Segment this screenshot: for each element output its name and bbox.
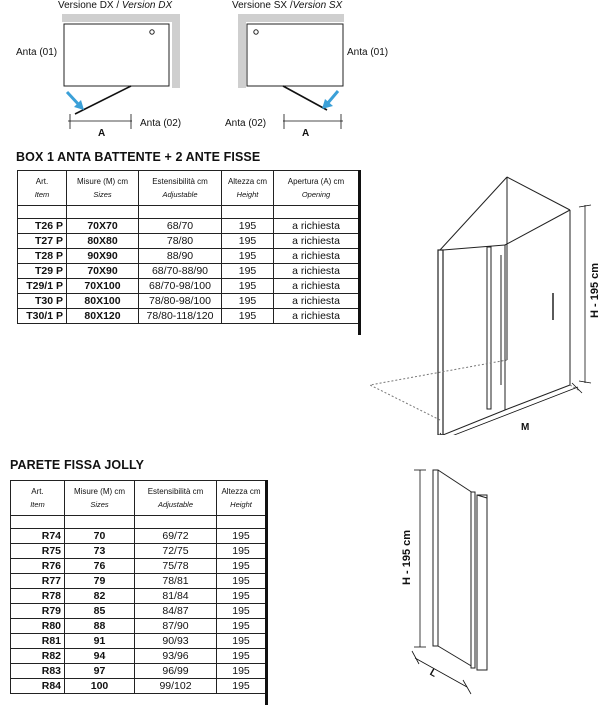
plan-dx-drawing xyxy=(62,14,180,129)
table-cell: 80X120 xyxy=(67,309,139,324)
table-cell: T30 P xyxy=(18,294,67,309)
table-cell: a richiesta xyxy=(274,249,359,264)
table-cell: 73 xyxy=(65,544,135,559)
t2-header-2: Estensibilità cm Adjustable xyxy=(135,481,217,516)
table-cell: 100 xyxy=(65,679,135,694)
table-cell: 75/78 xyxy=(135,559,217,574)
table-cell: R78 xyxy=(11,589,65,604)
t1-header-2: Estensibilità cm Adjustable xyxy=(139,171,222,206)
table-cell: 76 xyxy=(65,559,135,574)
table-cell: 78/80-118/120 xyxy=(139,309,222,324)
table-cell: 195 xyxy=(217,634,266,649)
box-drawing-width-label: M xyxy=(521,422,530,433)
table-cell: 91 xyxy=(65,634,135,649)
table-spacer-row xyxy=(18,206,359,219)
diagram-dx-title: Versione DX / Version DX xyxy=(58,0,173,11)
table-cell: 96/99 xyxy=(135,664,217,679)
t1-header-0: Art. Item xyxy=(18,171,67,206)
table-cell: 195 xyxy=(222,309,274,324)
t1-header-4: Apertura (A) cm Opening xyxy=(274,171,359,206)
table-cell: 195 xyxy=(222,279,274,294)
t1-header-1: Misure (M) cm Sizes xyxy=(67,171,139,206)
table-cell: 195 xyxy=(222,294,274,309)
table-cell: 195 xyxy=(217,664,266,679)
t2-header-0: Art. Item xyxy=(11,481,65,516)
table-cell: 195 xyxy=(217,589,266,604)
t1-header-3: Altezza cm Height xyxy=(222,171,274,206)
table-cell: a richiesta xyxy=(274,234,359,249)
table-cell: 195 xyxy=(222,234,274,249)
table-cell: R84 xyxy=(11,679,65,694)
table-cell: 70X100 xyxy=(67,279,139,294)
diagram-dx-anta02-label: Anta (02) xyxy=(140,118,182,129)
table-cell: 87/90 xyxy=(135,619,217,634)
table-cell: 195 xyxy=(217,679,266,694)
table-cell: 79 xyxy=(65,574,135,589)
table-cell: T29/1 P xyxy=(18,279,67,294)
table-cell: 84/87 xyxy=(135,604,217,619)
section2-table xyxy=(10,480,266,694)
table-cell: 70 xyxy=(65,529,135,544)
table-row xyxy=(18,264,359,279)
table-row xyxy=(11,559,266,574)
table-cell: 195 xyxy=(222,219,274,234)
table-cell: T29 P xyxy=(18,264,67,279)
table-row xyxy=(11,529,266,544)
section2-table-shadow xyxy=(265,480,268,705)
table-cell: 68/70-98/100 xyxy=(139,279,222,294)
section1-title: BOX 1 ANTA BATTENTE + 2 ANTE FISSE xyxy=(16,150,261,164)
diagram-sx-dim-label: A xyxy=(302,128,310,139)
box-drawing-height-label: H - 195 cm xyxy=(589,262,601,318)
table-row xyxy=(18,294,359,309)
diagram-sx-anta02-label: Anta (02) xyxy=(225,118,267,129)
table-cell: 195 xyxy=(217,529,266,544)
table-cell: R81 xyxy=(11,634,65,649)
diagram-dx-anta01-label: Anta (01) xyxy=(16,47,58,58)
table-cell: T30/1 P xyxy=(18,309,67,324)
table-row xyxy=(11,544,266,559)
section2-title: PARETE FISSA JOLLY xyxy=(10,458,145,472)
table-cell: 78/80-98/100 xyxy=(139,294,222,309)
table-cell: R82 xyxy=(11,649,65,664)
table-cell: T26 P xyxy=(18,219,67,234)
table-cell: a richiesta xyxy=(274,279,359,294)
table-row xyxy=(18,309,359,324)
wall-drawing-width-label: L xyxy=(427,667,439,680)
table-row xyxy=(18,234,359,249)
table-cell: 94 xyxy=(65,649,135,664)
table-cell: R74 xyxy=(11,529,65,544)
table-cell: 80X80 xyxy=(67,234,139,249)
table-cell: 72/75 xyxy=(135,544,217,559)
table-cell: 195 xyxy=(222,249,274,264)
table-cell: R76 xyxy=(11,559,65,574)
table-row xyxy=(11,634,266,649)
table-cell: 90/93 xyxy=(135,634,217,649)
wall-drawing-height-label: H - 195 cm xyxy=(401,529,413,585)
table-cell: a richiesta xyxy=(274,309,359,324)
plan-sx-drawing xyxy=(238,14,344,129)
table-row xyxy=(11,619,266,634)
table-cell: a richiesta xyxy=(274,294,359,309)
table-cell: R83 xyxy=(11,664,65,679)
table-cell: 99/102 xyxy=(135,679,217,694)
table-row xyxy=(18,279,359,294)
table-cell: 70X70 xyxy=(67,219,139,234)
section1-table xyxy=(17,170,359,324)
table-cell: 93/96 xyxy=(135,649,217,664)
table-row xyxy=(18,219,359,234)
table-cell: 70X90 xyxy=(67,264,139,279)
table-cell: 195 xyxy=(217,604,266,619)
table-row xyxy=(18,249,359,264)
t2-header-3: Altezza cm Height xyxy=(217,481,266,516)
table-cell: 88/90 xyxy=(139,249,222,264)
table-row xyxy=(11,649,266,664)
table-cell: T27 P xyxy=(18,234,67,249)
table-row xyxy=(11,679,266,694)
table-cell: R80 xyxy=(11,619,65,634)
table-cell: 195 xyxy=(217,559,266,574)
top-plan-diagrams xyxy=(0,0,613,150)
diagram-sx-anta01-label: Anta (01) xyxy=(347,47,389,58)
t2-header-1: Misure (M) cm Sizes xyxy=(65,481,135,516)
table-cell: 195 xyxy=(217,544,266,559)
table-cell: 195 xyxy=(217,619,266,634)
table-cell: 85 xyxy=(65,604,135,619)
diagram-dx-dim-label: A xyxy=(98,128,106,139)
table-cell: R75 xyxy=(11,544,65,559)
table-cell: a richiesta xyxy=(274,264,359,279)
table-cell: 78/80 xyxy=(139,234,222,249)
table-cell: a richiesta xyxy=(274,219,359,234)
table-cell: 90X90 xyxy=(67,249,139,264)
table-cell: 68/70-88/90 xyxy=(139,264,222,279)
table-row xyxy=(11,604,266,619)
box-shower-drawing xyxy=(360,165,613,435)
table-cell: 195 xyxy=(222,264,274,279)
table-row xyxy=(11,664,266,679)
table-row xyxy=(11,574,266,589)
table-cell: T28 P xyxy=(18,249,67,264)
table-row xyxy=(11,589,266,604)
table-cell: R79 xyxy=(11,604,65,619)
table-cell: 195 xyxy=(217,574,266,589)
diagram-sx-title: Versione SX /Version SX xyxy=(232,0,343,11)
table-cell: 81/84 xyxy=(135,589,217,604)
table-cell: 97 xyxy=(65,664,135,679)
table-cell: 69/72 xyxy=(135,529,217,544)
table-cell: 82 xyxy=(65,589,135,604)
table-spacer-row xyxy=(11,516,266,529)
table-cell: R77 xyxy=(11,574,65,589)
table-cell: 195 xyxy=(217,649,266,664)
table-cell: 88 xyxy=(65,619,135,634)
table-cell: 68/70 xyxy=(139,219,222,234)
table-cell: 78/81 xyxy=(135,574,217,589)
table-cell: 80X100 xyxy=(67,294,139,309)
